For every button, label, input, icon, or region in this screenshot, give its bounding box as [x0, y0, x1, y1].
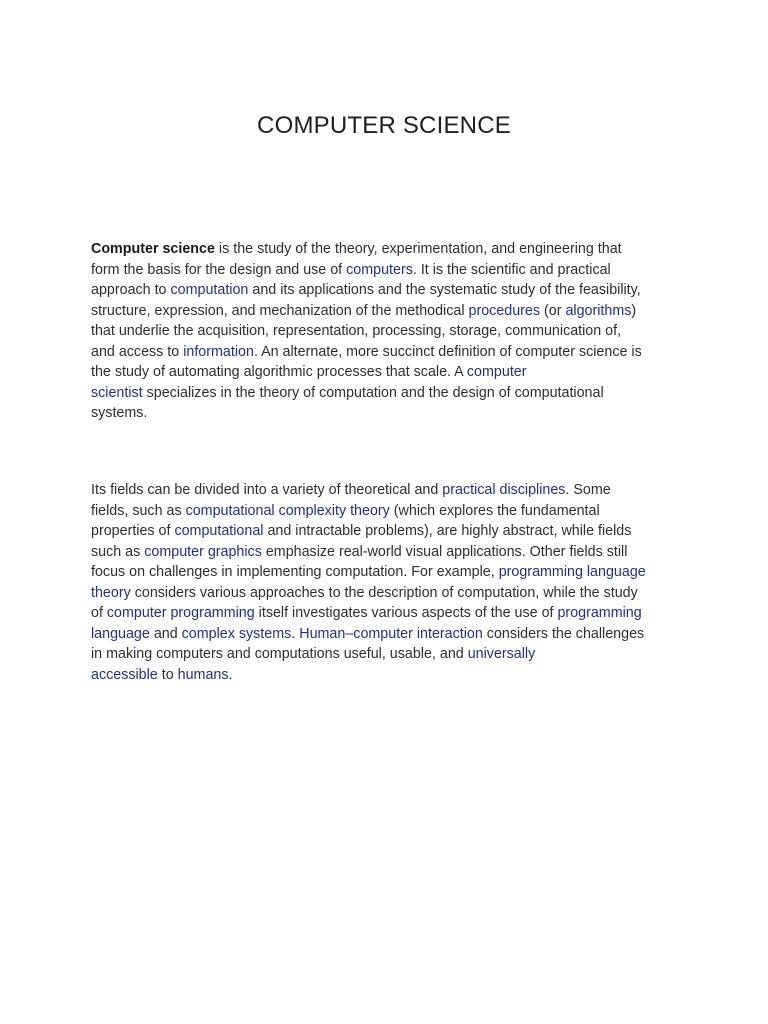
link-scientist[interactable]: scientist: [91, 384, 143, 401]
link-computers[interactable]: computers: [346, 261, 413, 278]
link-universally[interactable]: universally: [467, 646, 536, 662]
text-run: (or: [540, 302, 566, 319]
link-accessible[interactable]: accessible: [91, 666, 158, 683]
text-run: such as: [91, 543, 145, 560]
link-procedures[interactable]: procedures: [468, 302, 541, 319]
link-programming-language[interactable]: programming language: [498, 564, 646, 580]
text-run: focus on challenges in implementing computation. For example,: [91, 564, 499, 580]
text-run: and: [149, 625, 182, 642]
text-line: [91, 644, 681, 665]
text-line: [91, 342, 681, 363]
link-humans[interactable]: humans: [177, 666, 229, 683]
text-line: [91, 603, 681, 624]
link-algorithms[interactable]: algorithms: [565, 302, 632, 319]
text-run: fields, such as: [91, 502, 186, 519]
text-line: [91, 383, 681, 404]
text-line: [91, 501, 681, 522]
paragraph-fields: [91, 480, 681, 685]
link-computer-graphics[interactable]: computer graphics: [144, 543, 262, 560]
link-computer-programming[interactable]: computer programming: [106, 605, 255, 621]
text-run: considers various approaches to the description of computation, while the study: [130, 584, 638, 601]
text-line: [91, 321, 681, 342]
link-practical-disciplines[interactable]: practical disciplines: [442, 482, 566, 498]
text-run: systems.: [91, 405, 148, 421]
text-run: (which explores the fundamental: [389, 502, 600, 519]
link-language[interactable]: language: [91, 625, 150, 642]
text-run: . It is the scientific and practical: [412, 261, 611, 278]
link-human-computer-interaction[interactable]: Human–computer interaction: [299, 625, 483, 642]
link-computational[interactable]: computational: [174, 523, 264, 539]
text-run: . Some: [565, 482, 611, 498]
link-programming[interactable]: programming: [557, 605, 642, 621]
text-run: itself investigates various aspects of the use of: [254, 605, 558, 621]
text-run: that underlie the acquisition, representation, processing, storage, communication of,: [91, 323, 622, 339]
text-run: form the basis for the design and use of: [91, 261, 347, 278]
text-line: [91, 301, 681, 322]
link-computation[interactable]: computation: [170, 282, 249, 298]
text-run: approach to: [91, 282, 171, 298]
text-run: specializes in the theory of computation and the design of computational: [142, 384, 604, 401]
text-run: and access to: [91, 343, 184, 360]
bold-term: Computer science: [91, 241, 215, 257]
text-line: [91, 562, 681, 583]
text-run: the study of automating algorithmic processes that scale. A: [91, 364, 467, 380]
text-run: .: [228, 666, 233, 683]
text-line: [91, 260, 681, 281]
text-line: [91, 665, 681, 686]
text-run: structure, expression, and mechanization of the methodical: [91, 302, 469, 319]
link-information[interactable]: information: [183, 343, 254, 360]
text-line: [91, 239, 681, 260]
paragraph-definition: [91, 239, 681, 424]
link-computational-complexity-theory[interactable]: computational complexity theory: [185, 502, 390, 519]
text-line: [91, 280, 681, 301]
text-run: Its fields can be divided into a variety of theoretical and: [91, 482, 443, 498]
link-complex-systems[interactable]: complex systems: [181, 625, 292, 642]
link-computer[interactable]: computer: [466, 364, 527, 380]
text-run: properties of: [91, 523, 175, 539]
text-run: . An alternate, more succinct definition of computer science is: [253, 343, 642, 360]
text-run: ): [631, 302, 637, 319]
text-run: to: [157, 666, 178, 683]
text-line: [91, 521, 681, 542]
text-run: is the study of the theory, experimentation, and engineering that: [214, 241, 622, 257]
text-line: [91, 542, 681, 563]
text-line: [91, 583, 681, 604]
text-run: .: [291, 625, 300, 642]
text-line: [91, 624, 681, 645]
text-run: considers the challenges: [482, 625, 645, 642]
text-run: in making computers and computations useful, usable, and: [91, 646, 468, 662]
text-run: and its applications and the systematic study of the feasibility,: [248, 282, 641, 298]
text-run: emphasize real-world visual applications. Other fields still: [261, 543, 628, 560]
text-run: and intractable problems), are highly abstract, while fields: [263, 523, 632, 539]
text-line: [91, 403, 681, 424]
page-title: COMPUTER SCIENCE: [257, 112, 511, 139]
text-line: [91, 480, 681, 501]
link-theory[interactable]: theory: [91, 584, 131, 601]
text-line: [91, 362, 681, 383]
text-run: of: [91, 605, 107, 621]
